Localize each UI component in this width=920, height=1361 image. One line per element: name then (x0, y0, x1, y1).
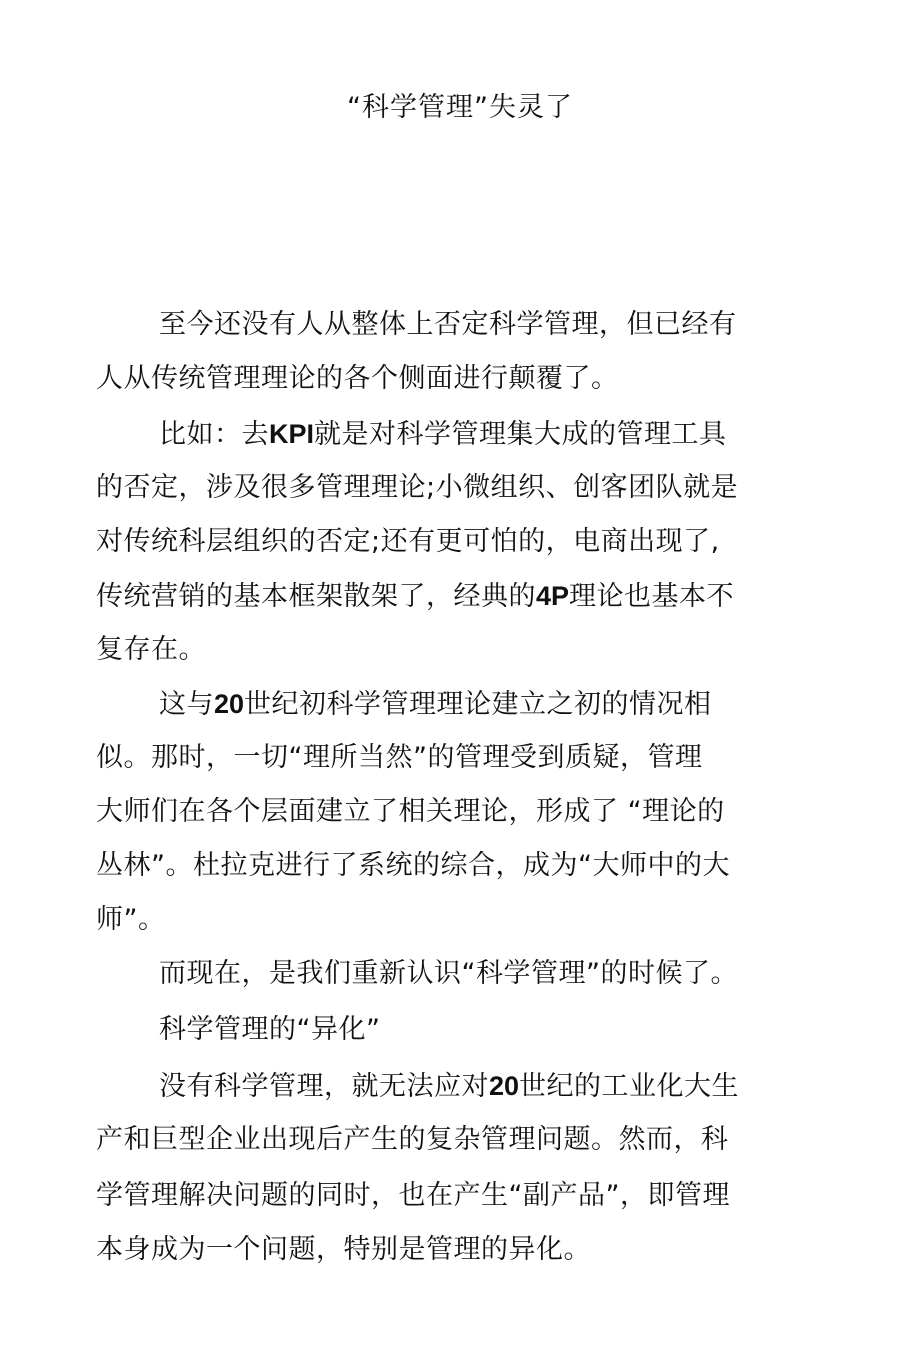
text-segment: 传统营销的基本框架散架了，经典的 (96, 581, 536, 612)
text-segment: 科学管理的“异化” (159, 1014, 381, 1045)
text-segment: 似。那时，一切“理所当然”的管理受到质疑，管理 (96, 742, 703, 773)
text-segment: 世纪初科学管理理论建立之初的情况相 (244, 689, 712, 720)
text-segment: 比如：去 (159, 419, 269, 450)
text-line (96, 522, 720, 562)
text-segment: 这与 (159, 689, 214, 720)
text-segment: 对传统科层组织的否定;还有更可怕的，电商出现了, (96, 526, 720, 557)
text-segment: 理论也基本不 (569, 581, 735, 612)
text-segment: 没有科学管理，就无法应对 (159, 1071, 489, 1102)
text-segment: 师”。 (96, 904, 166, 935)
text-line (159, 954, 738, 994)
text-segment: 而现在，是我们重新认识“科学管理”的时候了。 (159, 958, 738, 989)
text-segment: 丛林”。杜拉克进行了系统的综合，成为“大师中的大 (96, 850, 730, 881)
text-line (159, 305, 737, 345)
text-line (96, 576, 734, 617)
text-segment-bold: KPI (269, 419, 315, 449)
text-line (159, 414, 727, 455)
text-line (96, 630, 206, 670)
text-segment: 复存在。 (96, 634, 206, 665)
document-title: “科学管理”失灵了 (347, 92, 573, 123)
text-line (96, 1176, 730, 1216)
text-line (96, 738, 702, 778)
text-segment: 学管理解决问题的同时，也在产生“副产品”，即管理 (96, 1180, 730, 1211)
text-segment: 就是对科学管理集大成的管理工具 (314, 419, 727, 450)
text-line (96, 792, 725, 832)
text-line (96, 846, 730, 886)
text-segment-bold: 4P (536, 581, 570, 611)
text-line (159, 1066, 739, 1107)
text-line (159, 684, 712, 725)
text-segment: 的否定，涉及很多管理理论;小微组织、创客团队就是 (96, 472, 739, 503)
text-segment: 至今还没有人从整体上否定科学管理，但已经有 (159, 309, 737, 340)
section-heading (159, 1010, 380, 1050)
text-segment: 本身成为一个问题，特别是管理的异化。 (96, 1234, 591, 1265)
text-segment: 大师们在各个层面建立了相关理论，形成了 “理论的 (96, 796, 725, 827)
text-line (96, 900, 166, 940)
text-segment: 人从传统管理理论的各个侧面进行颠覆了。 (96, 363, 619, 394)
text-segment: 产和巨型企业出现后产生的复杂管理问题。然而，科 (96, 1124, 729, 1155)
text-line (96, 359, 619, 399)
text-segment: 世纪的工业化大生 (519, 1071, 740, 1102)
text-line (96, 1230, 591, 1270)
text-line (96, 1120, 729, 1160)
text-segment-bold: 20 (214, 689, 245, 719)
text-line (96, 468, 738, 508)
text-segment-bold: 20 (489, 1071, 520, 1101)
